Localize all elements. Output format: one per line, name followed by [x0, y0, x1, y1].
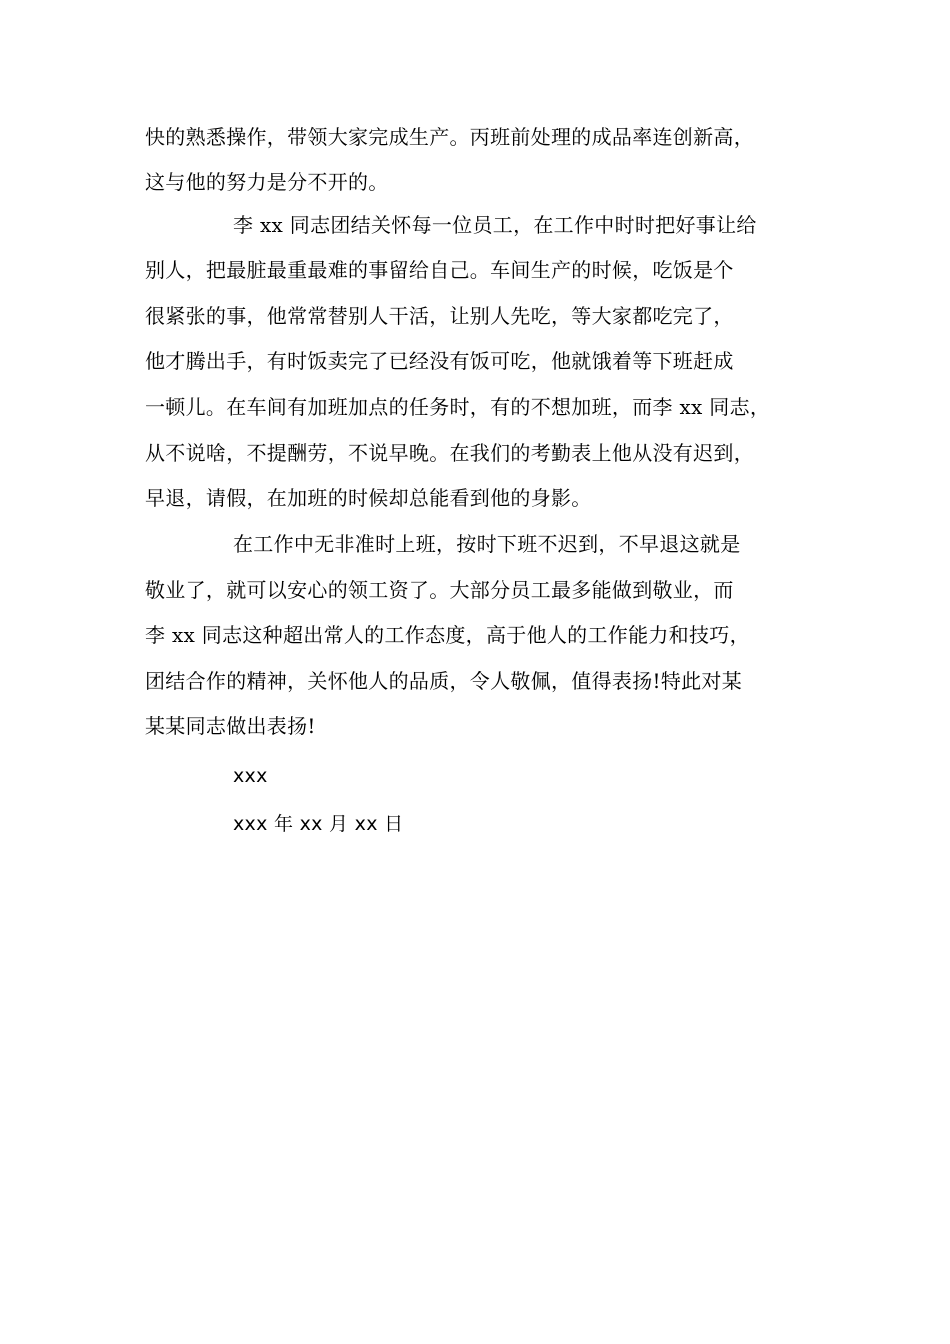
- paragraph-3-line-4: 团结合作的精神，关怀他人的品质，令人敬佩，值得表扬!特此对某: [145, 669, 743, 693]
- paragraph-1-line-1: 快的熟悉操作，带领大家完成生产。丙班前处理的成品率连创新高，: [145, 125, 754, 149]
- signature-date: xxx 年 xx 月 xx 日: [233, 813, 404, 835]
- signature-name: xxx: [233, 765, 268, 787]
- paragraph-3-line-5: 某某同志做出表扬!: [145, 714, 316, 738]
- paragraph-2-line-1: 李 xx 同志团结关怀每一位员工，在工作中时时把好事让给: [233, 213, 757, 237]
- paragraph-3-line-3: 李 xx 同志这种超出常人的工作态度，高于他人的工作能力和技巧，: [145, 623, 750, 647]
- paragraph-3-line-2: 敬业了，就可以安心的领工资了。大部分员工最多能做到敬业，而: [145, 578, 734, 602]
- paragraph-3-line-1: 在工作中无非准时上班，按时下班不迟到，不早退这就是: [233, 532, 741, 556]
- paragraph-2-line-7: 早退，请假，在加班的时候却总能看到他的身影。: [145, 486, 592, 510]
- paragraph-1-line-2: 这与他的努力是分不开的。: [145, 170, 389, 194]
- paragraph-2-line-2: 别人，把最脏最重最难的事留给自己。车间生产的时候，吃饭是个: [145, 258, 734, 282]
- paragraph-2-line-3: 很紧张的事，他常常替别人干活，让别人先吃，等大家都吃完了，: [145, 304, 734, 328]
- paragraph-2-line-5: 一顿儿。在车间有加班加点的任务时，有的不想加班，而李 xx 同志，: [145, 395, 771, 419]
- paragraph-2-line-6: 从不说啥，不提酬劳，不说早晚。在我们的考勤表上他从没有迟到，: [145, 441, 754, 465]
- paragraph-2-line-4: 他才腾出手，有时饭卖完了已经没有饭可吃，他就饿着等下班赶成: [145, 349, 734, 373]
